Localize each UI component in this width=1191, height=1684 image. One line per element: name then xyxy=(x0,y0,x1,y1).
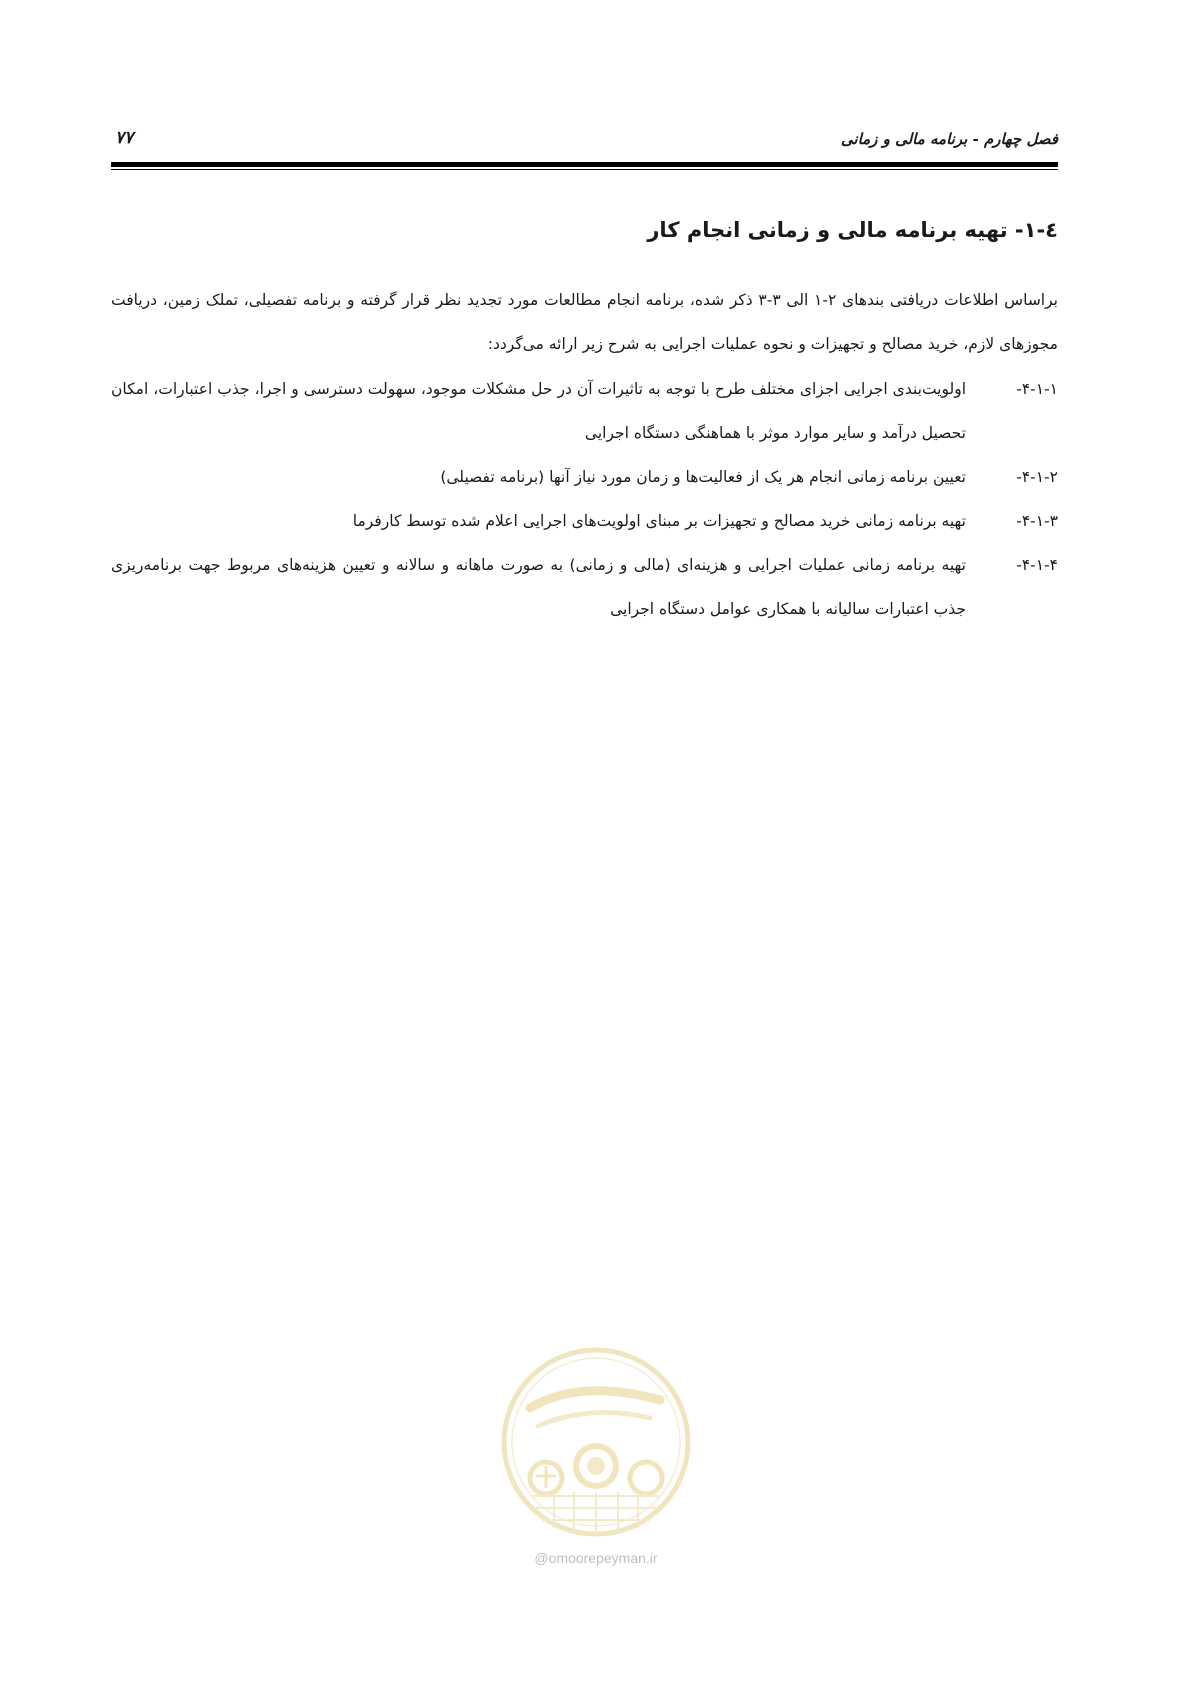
header-rule-thick xyxy=(111,162,1058,167)
list-item xyxy=(111,543,1058,631)
numbered-list xyxy=(111,367,1058,631)
seal-icon xyxy=(490,1338,702,1550)
list-item xyxy=(111,455,1058,499)
list-item xyxy=(111,367,1058,455)
item-number: ۴-۱-۳- xyxy=(1016,512,1058,530)
list-item xyxy=(111,499,1058,543)
chapter-title: فصل چهارم - برنامه مالی و زمانی xyxy=(840,130,1058,148)
item-number: ۴-۱-۱- xyxy=(1016,380,1058,398)
item-number: ۴-۱-۲- xyxy=(1016,468,1058,486)
page-header xyxy=(111,126,1058,156)
item-text: اولویت‌بندی اجرایی اجزای مختلف طرح با توجه به تاثیرات آن در حل مشکلات موجود، سهولت دسترسی و اجرا، جذب اعتبارات، امکان تحصیل درآمد و سایر موارد موثر با هماهنگی دستگاه اجرایی xyxy=(111,380,966,442)
watermark-logo xyxy=(490,1338,702,1564)
page-number: ۷۷ xyxy=(115,128,134,148)
item-number: ۴-۱-۴- xyxy=(1016,556,1058,574)
item-text: تعیین برنامه زمانی انجام هر یک از فعالیت‌ها و زمان مورد نیاز آنها (برنامه تفصیلی) xyxy=(440,468,966,486)
item-text: تهیه برنامه زمانی عملیات اجرایی و هزینه‌ای (مالی و زمانی) به صورت ماهانه و سالانه و تعیین هزینه‌های مربوط جهت برنامه‌ریزی جذب اعتبارات سالیانه با همکاری عوامل دستگاه اجرایی xyxy=(111,556,966,618)
item-text: تهیه برنامه زمانی خرید مصالح و تجهیزات بر مبنای اولویت‌های اجرایی اعلام شده توسط کارفرما xyxy=(352,512,966,530)
section-heading: ٤-١- تهیه برنامه مالی و زمانی انجام کار xyxy=(647,218,1058,242)
watermark-url: @omoorepeyman.ir xyxy=(534,1550,658,1566)
header-rule-thin xyxy=(111,169,1058,170)
intro-paragraph: براساس اطلاعات دریافتی بندهای ٢-١ الی ٣-٣ ذکر شده، برنامه انجام مطالعات مورد تجدید نظر قرار گرفته و برنامه تفصیلی، تملک زمین، دریافت مجوزهای لازم، خرید مصالح و تجهیزات و نحوه عملیات اجرایی به شرح زیر ارائه می‌گردد: xyxy=(111,291,1058,353)
